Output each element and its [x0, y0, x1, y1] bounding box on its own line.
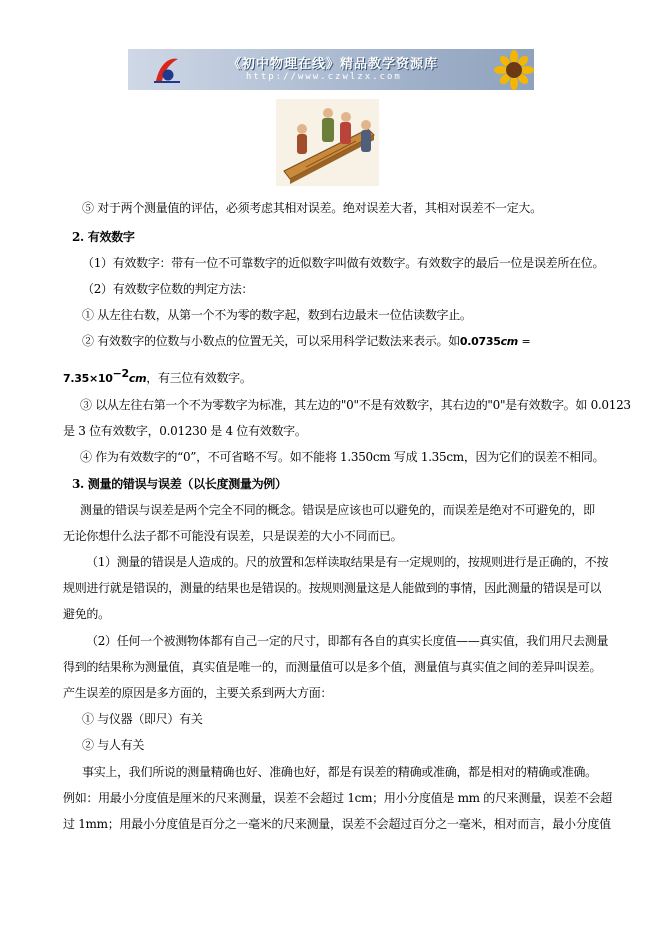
text-line: 例如：用最小分度值是厘米的尺来测量，误差不会超过 1cm；用小分度值是 mm 的尺来测量，误差不会超	[63, 791, 612, 805]
text-line: 得到的结果称为测量值，真实值是唯一的，而测量值可以是多个值，测量值与真实值之间的差异叫误差。	[63, 660, 602, 674]
formula-unit-a: cm	[500, 335, 518, 348]
text-line-with-formula	[82, 333, 530, 350]
banner-url: http://www.czwlzx.com	[246, 72, 402, 82]
text-line: ⑤ 对于两个测量值的评估，必须考虑其相对误差。绝对误差大者，其相对误差不一定大。	[82, 201, 542, 215]
formula-value-b: 7.35	[63, 372, 89, 385]
text-fragment: ② 有效数字的位数与小数点的位置无关，可以采用科学记数法来表示。如	[82, 334, 460, 348]
text-line: 是 3 位有效数字，0.01230 是 4 位有效数字。	[63, 424, 307, 438]
figure-1	[297, 124, 307, 154]
figure-2	[322, 108, 334, 142]
text-line: ④ 作为有效数字的“0”，不可省略不写。如不能将 1.350cm 写成 1.35cm，因为它们的误差不相同。	[80, 450, 605, 464]
formula-exponent: −2	[112, 367, 129, 380]
section-heading: 3. 测量的错误与误差（以长度测量为例）	[72, 477, 287, 491]
text-line: ① 与仪器（即尺）有关	[82, 712, 203, 726]
formula-value-a: 0.0735	[459, 335, 501, 348]
header-banner	[128, 49, 534, 90]
figure-3	[340, 112, 351, 144]
text-line: 无论你想什么法子都不可能没有误差，只是误差的大小不同而已。	[63, 529, 403, 543]
text-line: ③ 以从左往右第一个不为零数字为标准，其左边的"0"不是有效数字，其右边的"0"是有效数字。如 0.0123	[80, 398, 631, 412]
measurement-illustration	[276, 99, 379, 186]
text-line: 产生误差的原因是多方面的，主要关系到两大方面：	[63, 686, 333, 700]
text-line: （1）测量的错误是人造成的。尺的放置和怎样读取结果是有一定规则的，按规则进行是正确的，不按	[86, 555, 609, 569]
text-line: （2）任何一个被测物体都有自己一定的尺寸，即都有各自的真实长度值——真实值，我们用尺去测量	[86, 634, 609, 648]
text-line: 过 1mm；用最小分度值是百分之一毫米的尺来测量，误差不会超过百分之一毫米，相对而言，最小分度值	[63, 817, 611, 831]
banner-title: 《初中物理在线》精品教学资源库	[228, 57, 439, 72]
sunflower-icon	[494, 50, 534, 90]
text-line: 避免的。	[63, 607, 110, 621]
text-line: 事实上，我们所说的测量精确也好、准确也好，都是有误差的精确或准确，都是相对的精确或准确。	[82, 765, 597, 779]
text-line-with-formula	[63, 366, 252, 387]
formula-equals: =	[521, 335, 531, 348]
site-logo-icon	[152, 55, 182, 85]
text-fragment: ，有三位有效数字。	[146, 371, 252, 385]
formula-unit-b: cm	[128, 372, 147, 385]
formula-times-ten: ×10	[88, 372, 113, 385]
text-line: （2）有效数字位数的判定方法：	[82, 282, 254, 296]
section-heading: 2. 有效数字	[72, 230, 135, 244]
text-line: 规则进行就是错误的，测量的结果也是错误的。按规则测量这是人能做到的事情，因此测量的错误是可以	[63, 581, 602, 595]
text-line: ① 从左往右数，从第一个不为零的数字起，数到右边最末一位估读数字止。	[82, 308, 472, 322]
figure-4	[361, 120, 371, 152]
text-line: 测量的错误与误差是两个完全不同的概念。错误是应该也可以避免的，而误差是绝对不可避免的，即	[80, 503, 595, 517]
text-line: ② 与人有关	[82, 738, 145, 752]
text-line: （1）有效数字：带有一位不可靠数字的近似数字叫做有效数字。有效数字的最后一位是误差所在位。	[82, 256, 605, 270]
